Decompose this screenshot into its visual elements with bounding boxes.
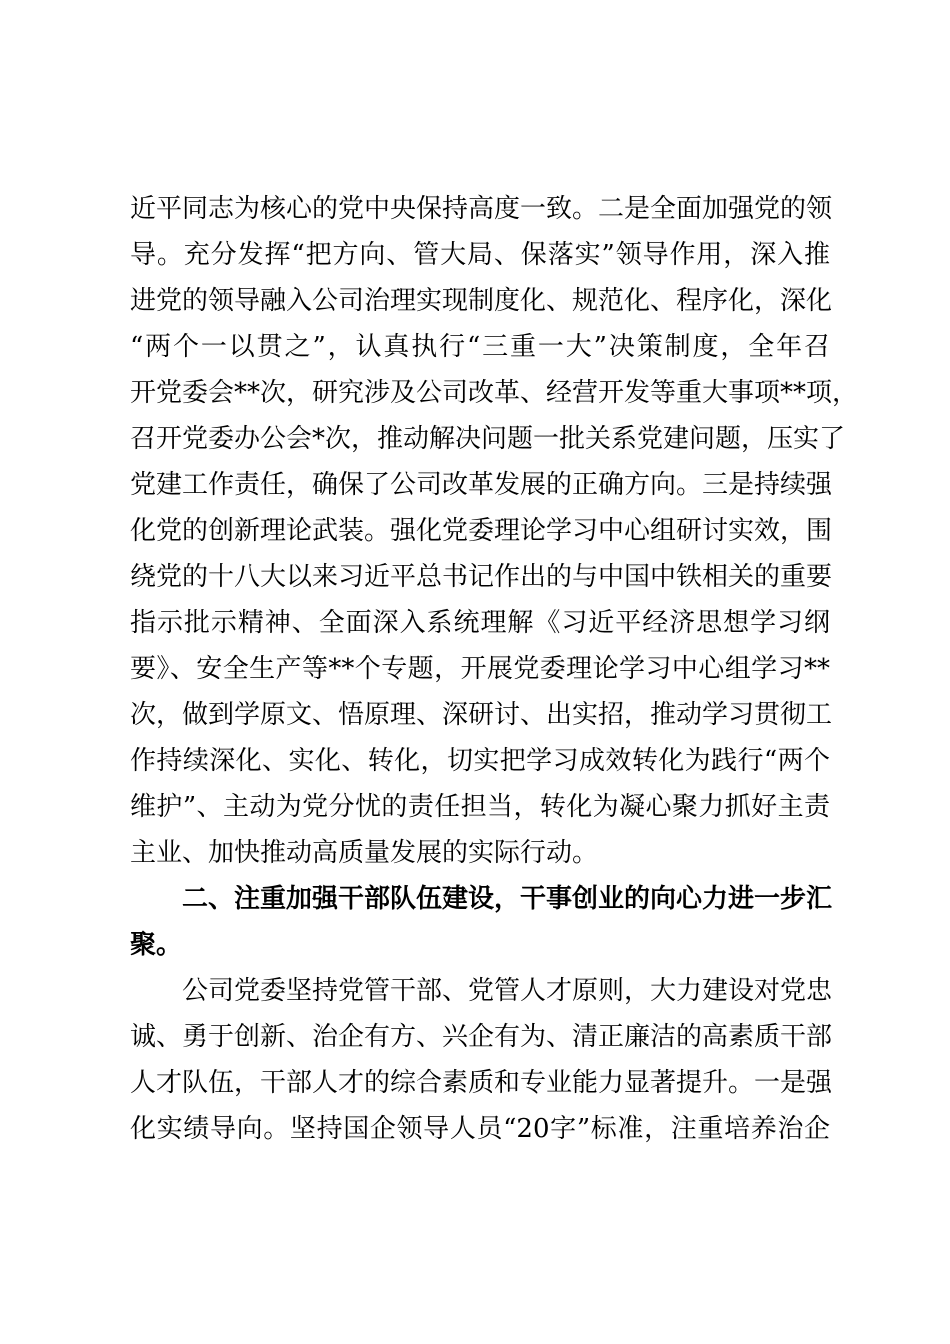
- text-line: 近平同志为核心的党中央保持高度一致。二是全面加强党的领: [130, 194, 833, 224]
- paragraph-2: [130, 968, 833, 1152]
- heading-line: 聚。: [130, 930, 183, 960]
- text-line: 次，做到学原文、悟原理、深研讨、出实招，推动学习贯彻工: [130, 700, 833, 730]
- text-line: “两个一以贯之”，认真执行“三重一大”决策制度，全年召: [130, 332, 830, 362]
- document-body: [130, 186, 859, 1152]
- text-line: 导。充分发挥“把方向、管大局、保落实”领导作用，深入推: [130, 240, 830, 270]
- text-line: 指示批示精神、全面深入系统理解《习近平经济思想学习纲: [130, 608, 830, 638]
- text-line: 维护”、主动为党分忧的责任担当，转化为凝心聚力抓好主责: [130, 792, 830, 822]
- section-heading: [130, 876, 833, 968]
- text-line: 绕党的十八大以来习近平总书记作出的与中国中铁相关的重要: [130, 562, 833, 592]
- text-line: 化实绩导向。坚持国企领导人员“20字”标准，注重培养治企: [130, 1114, 830, 1144]
- text-line: 人才队伍，干部人才的综合素质和专业能力显著提升。一是强: [130, 1068, 833, 1098]
- text-line: 开党委会**次，研究涉及公司改革、经营开发等重大事项**项，: [130, 378, 859, 408]
- text-line: 进党的领导融入公司治理实现制度化、规范化、程序化，深化: [130, 286, 833, 316]
- paragraph-1: [130, 186, 859, 876]
- text-line: 作持续深化、实化、转化，切实把学习成效转化为践行“两个: [130, 746, 830, 776]
- text-line: 化党的创新理论武装。强化党委理论学习中心组研讨实效，围: [130, 516, 833, 546]
- text-line: 主业、加快推动高质量发展的实际行动。: [130, 838, 599, 868]
- text-line: 要》、安全生产等**个专题，开展党委理论学习中心组学习**: [130, 654, 830, 684]
- text-line: 召开党委办公会*次，推动解决问题一批关系党建问题，压实了: [130, 424, 846, 454]
- text-line: 诚、勇于创新、治企有方、兴企有为、清正廉洁的高素质干部: [130, 1022, 833, 1052]
- heading-line: 二、注重加强干部队伍建设，干事创业的向心力进一步汇: [182, 884, 833, 914]
- text-line: 党建工作责任，确保了公司改革发展的正确方向。三是持续强: [130, 470, 833, 500]
- text-line: 公司党委坚持党管干部、党管人才原则，大力建设对党忠: [182, 976, 833, 1006]
